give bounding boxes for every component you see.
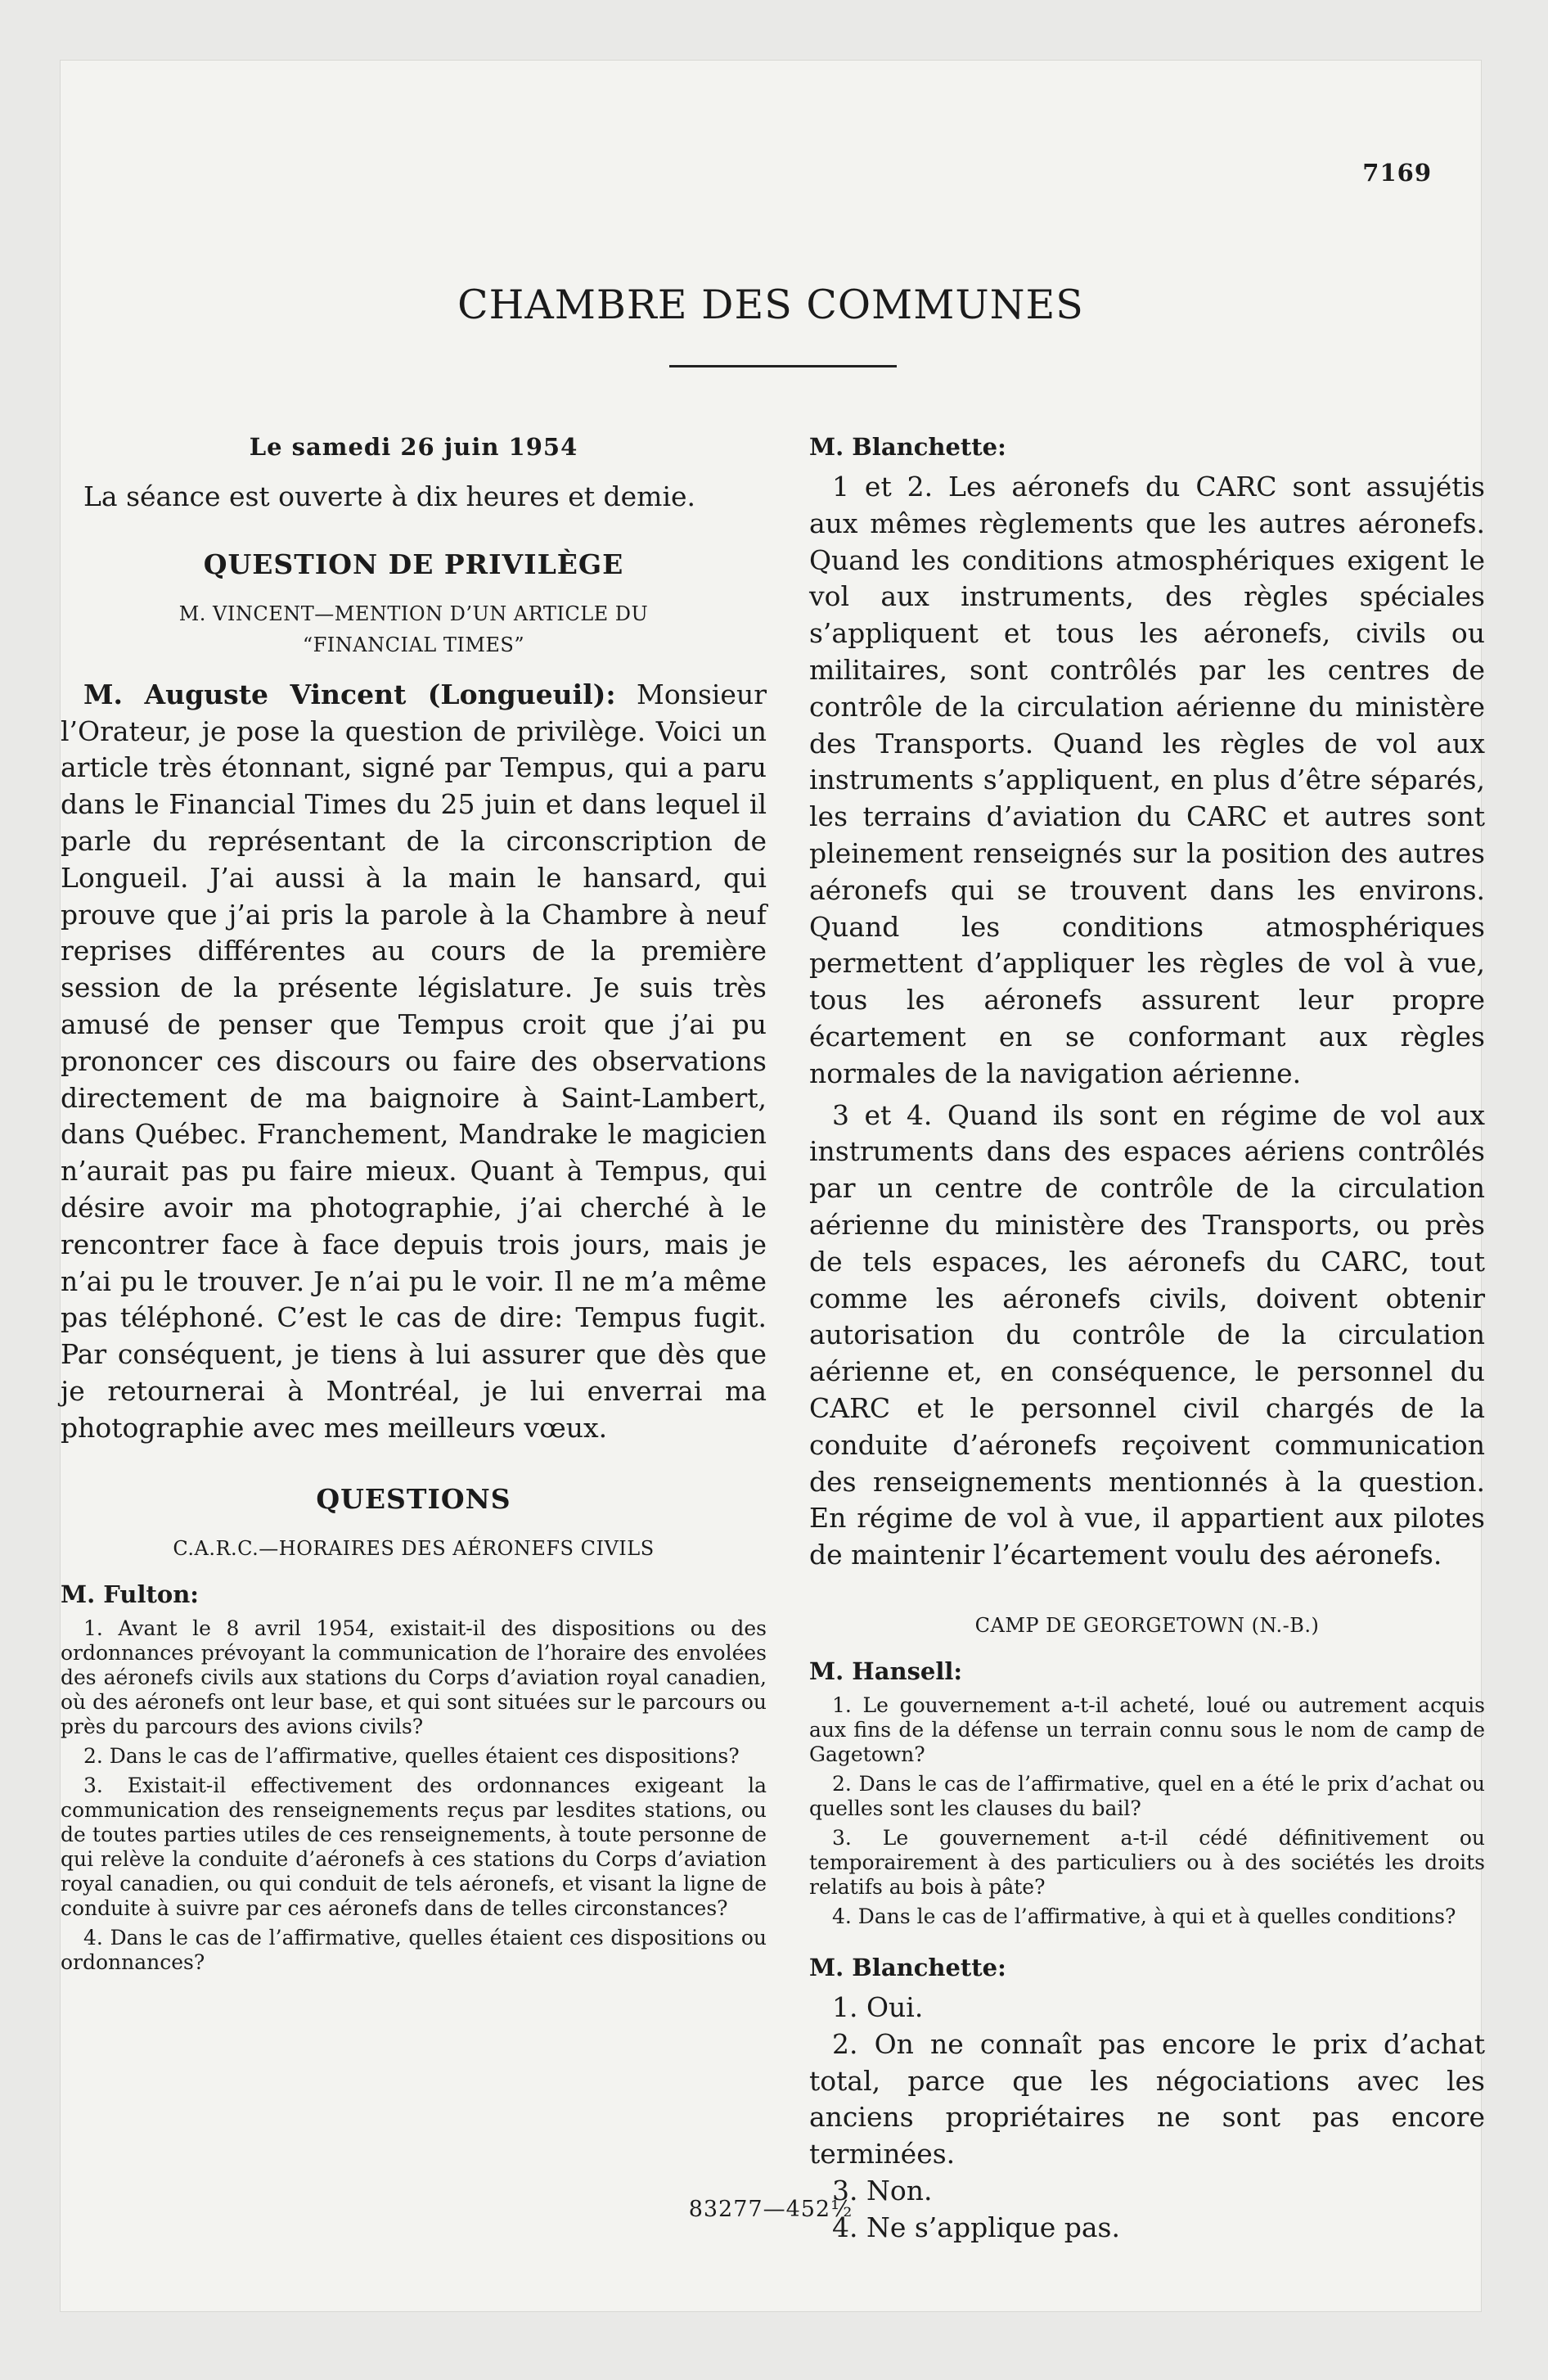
hansell-question-2: 2. Dans le cas de l’affirmative, quel en a été le prix d’achat ou quelles sont les clauses du bail? xyxy=(809,1771,1485,1820)
right-column xyxy=(809,433,1485,2246)
vincent-paragraph xyxy=(61,677,767,1447)
blanchette-answer-3-4: 3 et 4. Quand ils sont en régime de vol aux instruments dans des espaces aériens contrôlés par un centre de contrôle de la circulation aérienne du ministère des Transports, ou près de tels espaces, les aéronefs du CARC, tout comme les aéronefs civils, doivent obtenir autorisation du contrôle de la circulation aérienne et, en conséquence, le personnel du CARC et le personnel civil chargés de la conduite d’aéronefs reçoivent communication des renseignements mentionnés à la question. En régime de vol à vue, il appartient aux pilotes de maintenir l’écartement voulu des aéronefs. xyxy=(809,1098,1485,1571)
left-column xyxy=(61,433,767,1980)
blanchette-speaker-1: M. Blanchette: xyxy=(809,433,1006,461)
carc-subheading: C.A.R.C.—HORAIRES DES AÉRONEFS CIVILS xyxy=(173,1536,655,1560)
hansell-question-3: 3. Le gouvernement a-t-il cédé définitivement ou temporairement à des particuliers ou à des sociétés les droits relatifs au bois à pâte? xyxy=(809,1825,1485,1899)
print-code: 83277—452½ xyxy=(688,2197,853,2222)
vincent-text: Monsieur l’Orateur, je pose la question de privilège. Voici un article très étonnant, signé par Tempus, qui a paru dans le Financial Times du 25 juin et dans lequel il parle du représentant de la circonscription de Longueil. J’ai aussi à la main le hansard, qui prouve que j’ai pris la parole à la Chambre à neuf reprises différentes au cours de la première session de la présente législature. Je suis très amusé de penser que Tempus croit que j’ai pu prononcer ces discours ou faire des observations directement de ma baignoire à Saint-Lambert, dans Québec. Franchement, Mandrake le magicien n’aurait pas pu faire mieux. Quant à Tempus, qui désire avoir ma photographie, j’ai cherché à le rencontrer face à face depuis trois jours, mais je n’ai pu le trouver. Je n’ai pu le voir. Il ne m’a même pas téléphoné. C’est le cas de dire: Tempus fugit. Par conséquent, je tiens à lui assurer que dès que je retournerai à Montréal, je lui enverrai ma photographie avec mes meilleurs vœux. xyxy=(61,678,767,1444)
privilege-heading: QUESTION DE PRIVILÈGE xyxy=(203,548,624,580)
fulton-question-3: 3. Existait-il effectivement des ordonnances exigeant la communication des renseignements reçus par lesdites stations, ou de toutes parties utiles de ces renseignements, à toute personne de qui relève la conduite d’aéronefs à ces stations du Corps d’aviation royal canadien, ou qui conduit de tels aéronefs, et visant la ligne de conduite à suivre par ces aéronefs dans de telles circonstances? xyxy=(61,1773,767,1920)
fulton-question-4: 4. Dans le cas de l’affirmative, quelles étaient ces dispositions ou ordonnances? xyxy=(61,1925,767,1974)
masthead-divider xyxy=(669,365,897,367)
blanchette-answer-sapplique: 4. Ne s’applique pas. xyxy=(832,2211,1120,2243)
masthead-title: CHAMBRE DES COMMUNES xyxy=(457,282,1084,328)
fulton-speaker: M. Fulton: xyxy=(61,1580,200,1608)
privilege-subheading-line-2: “FINANCIAL TIMES” xyxy=(302,633,525,656)
fulton-question-2: 2. Dans le cas de l’affirmative, quelles étaient ces dispositions? xyxy=(83,1743,740,1768)
fulton-question-1: 1. Avant le 8 avril 1954, existait-il des dispositions ou des ordonnances prévoyant la communication de l’horaire des envolées des aéronefs civils aux stations du Corps d’aviation royal canadien, où des aéronefs ont leur base, et qui sont situées sur le parcours ou près du parcours des avions civils? xyxy=(61,1616,767,1738)
hansell-question-1: 1. Le gouvernement a-t-il acheté, loué ou autrement acquis aux fins de la défense un terrain connu sous le nom de camp de Gagetown? xyxy=(809,1693,1485,1766)
blanchette-answer-1-2: 1 et 2. Les aéronefs du CARC sont assujétis aux mêmes règlements que les autres aéronefs. Quand les conditions atmosphériques exigent le vol aux instruments, des règles spéciales s’appliquent et tous les aéronefs, civils ou militaires, sont contrôlés par les centres de contrôle de la circulation aérienne du ministère des Transports. Quand les règles de vol aux instruments s’appliquent, en plus d’être séparés, les terrains d’aviation du CARC et autres sont pleinement renseignés sur la position des autres aéronefs qui se trouvent dans les environs. Quand les conditions atmosphériques permettent d’appliquer les règles de vol à vue, tous les aéronefs assurent leur propre écartement en se conformant aux règles normales de la navigation aérienne. xyxy=(809,471,1485,1089)
questions-heading: QUESTIONS xyxy=(316,1482,511,1515)
blanchette-speaker-2: M. Blanchette: xyxy=(809,1953,1006,1981)
privilege-subheading-line-1: M. VINCENT—MENTION D’UN ARTICLE DU xyxy=(178,602,649,625)
opening-statement: La séance est ouverte à dix heures et demie. xyxy=(83,480,696,512)
sitting-date: Le samedi 26 juin 1954 xyxy=(249,433,578,461)
page-number: 7169 xyxy=(1362,159,1432,187)
privilege-subheading xyxy=(61,598,767,660)
blanchette-answer-prix: 2. On ne connaît pas encore le prix d’achat total, parce que les négociations avec les anciens propriétaires ne sont pas encore terminées. xyxy=(809,2027,1485,2170)
camp-subheading: CAMP DE GEORGETOWN (N.-B.) xyxy=(974,1613,1320,1637)
hansell-question-4: 4. Dans le cas de l’affirmative, à qui et à quelles conditions? xyxy=(832,1904,1456,1928)
hansell-speaker: M. Hansell: xyxy=(809,1657,963,1685)
blanchette-answer-non: 3. Non. xyxy=(832,2174,933,2206)
hansard-page xyxy=(61,61,1485,2311)
blanchette-answer-oui: 1. Oui. xyxy=(832,1990,924,2023)
vincent-speaker: M. Auguste Vincent (Longueuil): xyxy=(83,678,616,710)
